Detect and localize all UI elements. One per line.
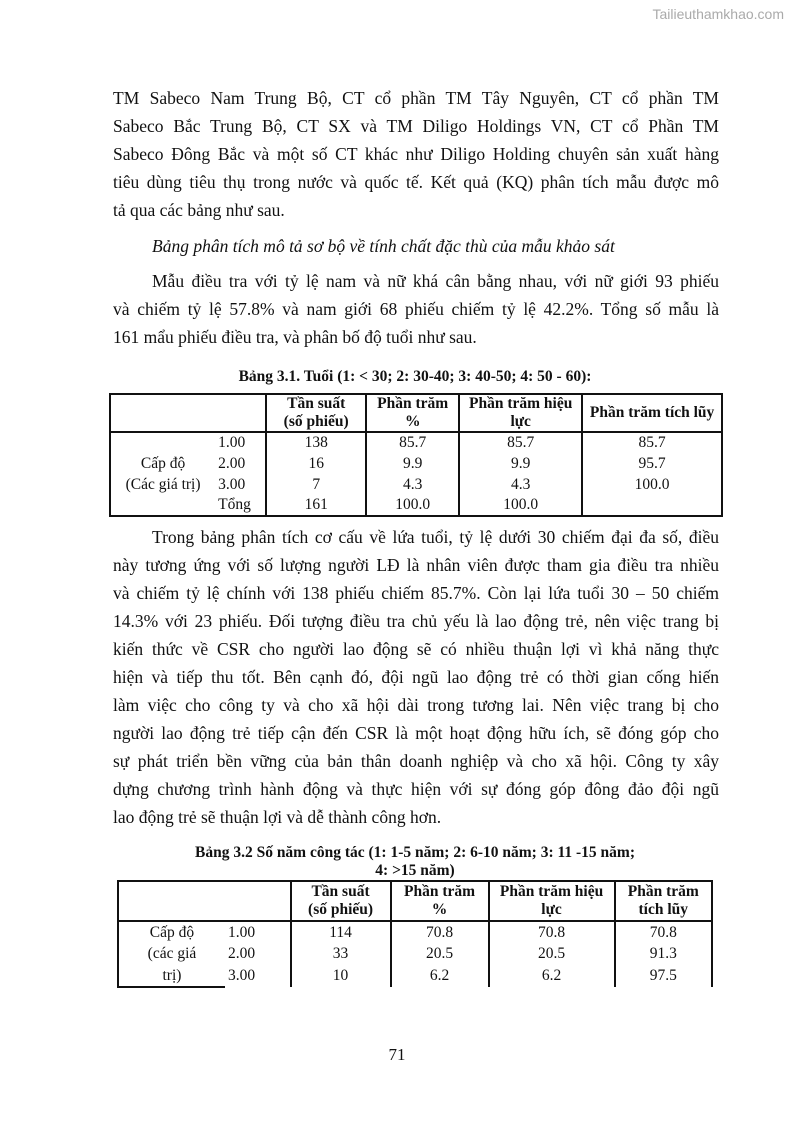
cell: 9.9 (459, 453, 582, 474)
cell: 70.8 (489, 921, 615, 943)
table-row (110, 495, 722, 516)
group-label (110, 432, 215, 453)
cell: 4.3 (459, 474, 582, 495)
text-line: Trong bảng phân tích cơ cấu về lứa tuổi, tỷ lệ dưới 30 chiếm đại đa số, điều (152, 527, 719, 547)
page-number: 71 (388, 1045, 406, 1064)
table2-title: Bảng 3.2 Số năm công tác (1: 1-5 năm; 2: 6-10 năm; 3: 11 -15 năm; 4: >15 năm) (194, 844, 635, 879)
cell: 33 (291, 943, 391, 965)
cell: 2.00 (227, 945, 256, 962)
cell: 6.2 (489, 965, 615, 987)
cell: 1.00 (227, 923, 256, 941)
group-label: trị) (118, 965, 225, 987)
cell: 85.7 (366, 432, 459, 453)
cell: 100.0 (366, 495, 459, 516)
cell: 95.7 (582, 453, 722, 474)
cell: 100.0 (582, 474, 722, 495)
table-row (110, 453, 722, 474)
cell: 70.8 (391, 921, 489, 943)
table-row (118, 965, 712, 987)
text-line: người lao động trẻ tiếp cận đến CSR là một hoạt động hữu ích, sẽ đóng góp cho (113, 723, 719, 743)
text-line: Sabeco Đông Bắc và một số CT khác như Diligo Holding chuyên sản xuất hàng (113, 144, 719, 164)
watermark: Tailieuthamkhao.com (652, 6, 784, 22)
text-line: 161 mẩu phiếu điều tra, và phân bố độ tuổi như sau. (113, 327, 477, 347)
cell: 138 (266, 432, 366, 453)
cell: 16 (266, 453, 366, 474)
text-line: này tương ứng với số lượng người LĐ là nhân viên được tham gia điều tra nhiều (113, 555, 719, 575)
text-line: và chiếm tỷ lệ 57.8% và nam giới 68 phiếu chiếm tỷ lệ 42.2%. Tổng số mẫu là (113, 299, 719, 319)
table1-title: Bảng 3.1. Tuổi (1: < 30; 2: 30-40; 3: 40-50; 4: 50 - 60): (238, 368, 592, 385)
cell: 3.00 (227, 967, 256, 984)
text-line: tả qua các bảng như sau. (113, 200, 285, 220)
text-line: sự phát triển bền vững của bản thân doanh nghiệp và cho xã hội. Công ty xây (113, 751, 719, 771)
text-line: tiêu dùng tiêu thụ trong nước và quốc tế. Kết quả (KQ) phân tích mẫu được mô (113, 172, 719, 192)
cell: 114 (291, 921, 391, 943)
cell: 20.5 (391, 943, 489, 965)
cell (582, 495, 722, 516)
cell: 91.3 (615, 943, 712, 965)
table-years-of-work: Tần suất (số phiếu) Phần trăm % Phần trăm hiệu lực Phần trăm tích lũy Cấp độ 1.00 114 70.8 70.8 70.8 (các giá 2.00 33 20.5 20.5 91.3 trị) 3.00 10 6.2 6.2 97.5 (117, 880, 713, 988)
group-label: Cấp độ (110, 453, 215, 474)
table-age: Tần suất (số phiếu) Phần trăm % Phần trăm hiệu lực Phần trăm tích lũy 1.00 138 85.7 85.7 85.7 Cấp độ 2.00 16 9.9 9.9 95.7 (Các giá trị) 3.00 7 4.3 4.3 100.0 Tổng 161 100.0 100.0 (109, 393, 723, 517)
cell: 9.9 (366, 453, 459, 474)
cell: 6.2 (391, 965, 489, 987)
text-line: làm việc cho công ty và cho xã hội dài trong tương lai. Nên việc trang bị cho (113, 695, 719, 715)
table-row (118, 943, 712, 965)
cell: Tổng (218, 496, 251, 513)
table-row (110, 474, 722, 495)
group-label: (các giá (118, 943, 225, 965)
text-line: Sabeco Bắc Trung Bộ, CT SX và TM Diligo Holdings VN, CT cổ Phần TM (113, 116, 719, 136)
cell: 97.5 (615, 965, 712, 987)
table-row (110, 432, 722, 453)
cell: 1.00 (218, 434, 246, 451)
cell: 85.7 (459, 432, 582, 453)
cell: 7 (266, 474, 366, 495)
group-label: Cấp độ (118, 921, 225, 943)
cell: 100.0 (459, 495, 582, 516)
cell: 70.8 (615, 921, 712, 943)
text-line: kiến thức về CSR cho người lao động sẽ có nhiều thuận lợi vì khả năng thực (113, 639, 719, 659)
text-line: 14.3% với 23 phiếu. Đối tượng điều tra chủ yếu là lao động trẻ, nên việc trang bị (113, 611, 719, 631)
text-line: và chiếm tỷ lệ chính với 138 phiếu chiếm 85.7%. Còn lại lứa tuổi 30 – 50 chiếm (113, 583, 719, 603)
text-line: TM Sabeco Nam Trung Bộ, CT cổ phần TM Tây Nguyên, CT cổ phần TM (113, 88, 719, 108)
table-row (118, 921, 712, 943)
cell: 20.5 (489, 943, 615, 965)
text-line: dựng chương trình hành động và thực hiện với sự đóng góp đông đảo đội ngũ (113, 779, 719, 799)
cell: 2.00 (218, 454, 246, 472)
cell: 4.3 (366, 474, 459, 495)
group-label (110, 495, 215, 516)
cell: 10 (291, 965, 391, 987)
subheading: Bảng phân tích mô tả sơ bộ về tính chất đặc thù của mẫu khảo sát (152, 236, 615, 256)
text-line: hiện và tiếp thu tốt. Bên cạnh đó, đội ngũ lao động trẻ có thời gian cống hiến (113, 667, 719, 687)
cell: 85.7 (582, 432, 722, 453)
cell: 3.00 (218, 475, 246, 493)
cell: 161 (266, 495, 366, 516)
group-label: (Các giá trị) (110, 474, 215, 495)
text-line: lao động trẻ sẽ thuận lợi và dễ thành công hơn. (113, 807, 442, 827)
text-line: Mẫu điều tra với tỷ lệ nam và nữ khá cân bằng nhau, với nữ giới 93 phiếu (152, 271, 719, 291)
